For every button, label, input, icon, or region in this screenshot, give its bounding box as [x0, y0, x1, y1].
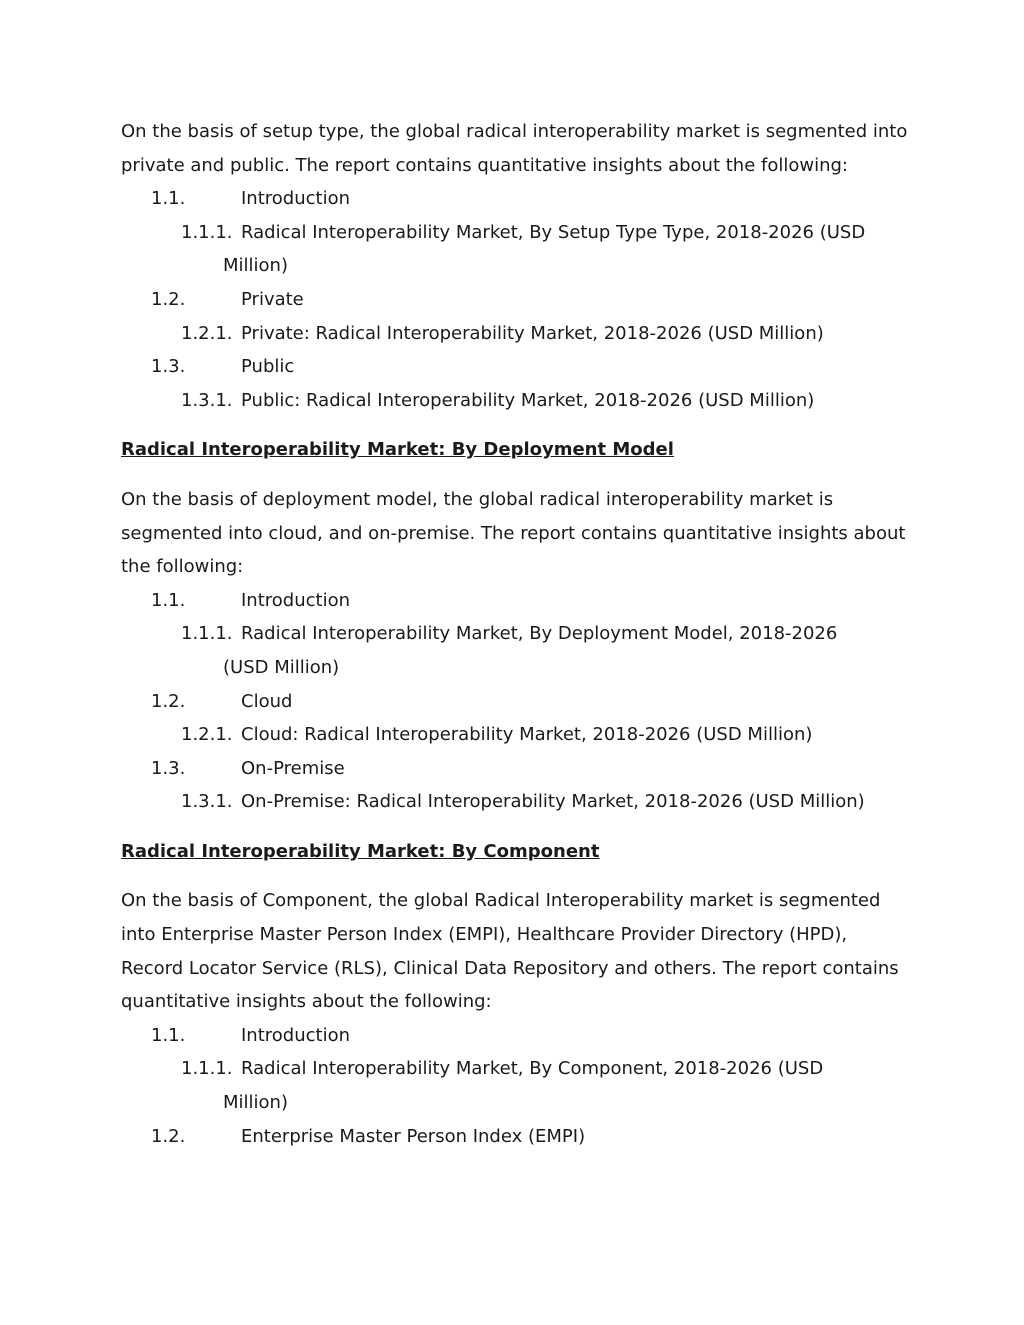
list-item	[121, 584, 911, 618]
item-number: 1.1.1.	[181, 623, 233, 645]
list-item	[121, 182, 911, 216]
list-item	[121, 1120, 911, 1154]
list-item	[121, 317, 911, 351]
item-number: 1.2.	[151, 690, 186, 712]
item-text: Introduction	[241, 589, 351, 611]
section2-list	[121, 584, 911, 819]
item-text: On-Premise: Radical Interoperability Market, 2018-2026 (USD Million)	[241, 791, 865, 813]
section-heading: Radical Interoperability Market: By Component	[121, 840, 600, 862]
item-number: 1.1.1.	[181, 221, 233, 243]
list-item	[121, 1019, 911, 1053]
item-number: 1.1.	[151, 1024, 186, 1046]
list-item	[121, 718, 911, 752]
item-text: Cloud: Radical Interoperability Market, 2018-2026 (USD Million)	[241, 724, 813, 746]
item-text: Radical Interoperability Market, By Setup Type Type, 2018-2026 (USD	[241, 221, 866, 243]
item-number: 1.1.	[151, 188, 186, 210]
item-number: 1.2.	[151, 288, 186, 310]
item-number: 1.3.	[151, 356, 186, 378]
list-item	[121, 752, 911, 786]
item-number: 1.3.	[151, 757, 186, 779]
section-heading: Radical Interoperability Market: By Deployment Model	[121, 439, 674, 461]
item-text: Introduction	[241, 188, 351, 210]
list-item	[121, 685, 911, 719]
document-page	[121, 115, 911, 1153]
list-item	[121, 384, 911, 418]
item-text: Public	[241, 356, 295, 378]
list-item	[121, 350, 911, 384]
item-text: Cloud	[241, 690, 293, 712]
item-number: 1.2.	[151, 1125, 186, 1147]
section3-paragraph: On the basis of Component, the global Radical Interoperability market is segmented into Enterprise Master Person Index (EMPI), Healthcare Provider Directory (HPD), Record Locator Service (RLS), Clinical Data Repository and others. The report contains quantitative insights about the following:	[121, 890, 899, 1013]
item-text-continued: Million)	[223, 1092, 288, 1114]
section1-list	[121, 182, 911, 417]
item-text: Enterprise Master Person Index (EMPI)	[241, 1125, 586, 1147]
item-number: 1.2.1.	[181, 322, 233, 344]
item-text: Public: Radical Interoperability Market, 2018-2026 (USD Million)	[241, 389, 815, 411]
list-item	[121, 216, 911, 283]
item-text: Introduction	[241, 1024, 351, 1046]
list-item	[121, 283, 911, 317]
item-number: 1.3.1.	[181, 791, 233, 813]
item-number: 1.1.1.	[181, 1058, 233, 1080]
section1-paragraph: On the basis of setup type, the global radical interoperability market is segmented into private and public. The report contains quantitative insights about the following:	[121, 121, 908, 176]
item-text: Private	[241, 288, 304, 310]
item-text: Radical Interoperability Market, By Deployment Model, 2018-2026	[241, 623, 838, 645]
item-text-continued: Million)	[223, 255, 288, 277]
item-number: 1.2.1.	[181, 724, 233, 746]
item-number: 1.1.	[151, 589, 186, 611]
section3-list	[121, 1019, 911, 1153]
list-item	[121, 785, 911, 819]
item-text: On-Premise	[241, 757, 345, 779]
section2-paragraph: On the basis of deployment model, the global radical interoperability market is segmented into cloud, and on-premise. The report contains quantitative insights about the following:	[121, 488, 906, 578]
list-item	[121, 617, 911, 684]
item-number: 1.3.1.	[181, 389, 233, 411]
item-text-continued: (USD Million)	[223, 656, 340, 678]
list-item	[121, 1052, 911, 1119]
item-text: Radical Interoperability Market, By Component, 2018-2026 (USD	[241, 1058, 824, 1080]
item-text: Private: Radical Interoperability Market, 2018-2026 (USD Million)	[241, 322, 824, 344]
